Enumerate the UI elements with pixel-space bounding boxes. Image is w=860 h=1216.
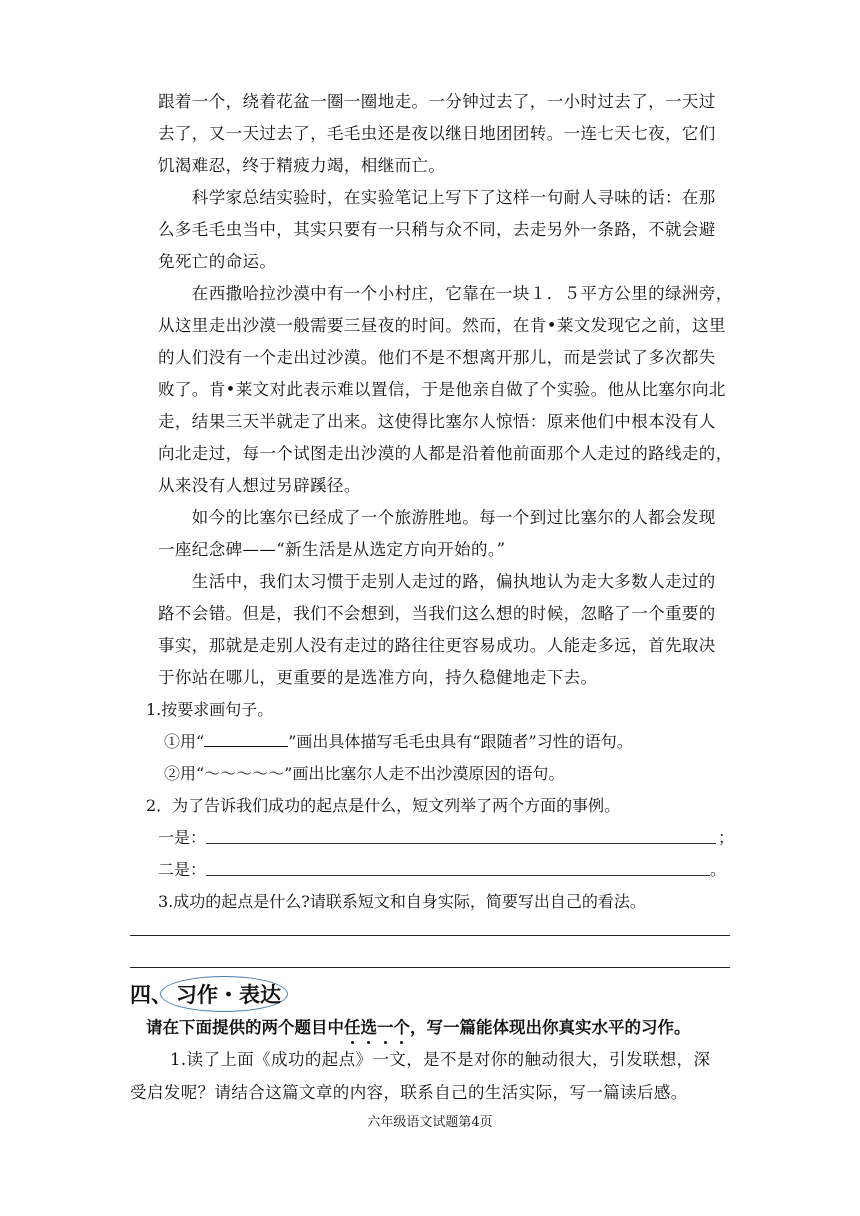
passage-line: 从这里走出沙漠一般需要三昼夜的时间。然而，在肯•莱文发现它之前，这里 xyxy=(158,316,726,335)
answer-rule[interactable] xyxy=(130,967,730,968)
question-1a-prefix: ①用“ xyxy=(164,732,205,751)
instruction-text: ，写一篇能体现出你真实水平的习作。 xyxy=(410,1018,691,1037)
passage-line: 于你站在哪儿，更重要的是选准方向，持久稳健地走下去。 xyxy=(158,668,598,687)
answer-end-one: ； xyxy=(718,828,735,847)
passage-line: 如今的比塞尔已经成了一个旅游胜地。每一个到过比塞尔的人都会发现 xyxy=(158,508,716,527)
section-number: 四、 xyxy=(130,983,172,1007)
passage-line: 在西撒哈拉沙漠中有一个小村庄，它靠在一块１．５平方公里的绿洲旁， xyxy=(158,284,733,303)
section-4-heading xyxy=(130,982,281,1008)
writing-prompt-line: 受启发呢？请结合这篇文章的内容，联系自己的生活实际，写一篇读后感。 xyxy=(130,1083,688,1102)
writing-instruction xyxy=(146,1018,691,1038)
question-3-title: 3.成功的起点是什么?请联系短文和自身实际，简要写出自己的看法。 xyxy=(158,892,646,911)
emphasis-char: 一 xyxy=(377,1018,394,1037)
question-2-title: 2．为了告诉我们成功的起点是什么，短文列举了两个方面的事例。 xyxy=(146,796,621,815)
answer-label-one: 一是： xyxy=(158,828,207,847)
answer-end-two: 。 xyxy=(710,860,727,879)
answer-label-two: 二是： xyxy=(158,860,207,879)
question-1b: ②用“～～～～～”画出比塞尔人走不出沙漠原因的语句。 xyxy=(164,764,565,783)
straight-underline-sample xyxy=(204,732,288,747)
passage-line: 一座纪念碑——“新生活是从选定方向开始的。” xyxy=(158,540,506,559)
passage-line: 败了。肯•莱文对此表示难以置信，于是他亲自做了个实验。他从比塞尔向北 xyxy=(158,380,726,399)
passage-line: 免死亡的命运。 xyxy=(158,252,277,271)
passage-line: 科学家总结实验时，在实验笔记上写下了这样一句耐人寻味的话：在那 xyxy=(158,188,716,207)
passage-line: 跟着一个，绕着花盆一圈一圈地走。一分钟过去了，一小时过去了，一天过 xyxy=(158,92,716,111)
answer-blank-two[interactable] xyxy=(206,875,710,876)
passage-line: 事实，那就是走别人没有走过的路往往更容易成功。人能走多远，首先取决 xyxy=(158,636,716,655)
answer-blank-one[interactable] xyxy=(206,843,716,844)
question-1-title: 1.按要求画句子。 xyxy=(146,700,274,719)
passage-line: 的人们没有一个走出过沙漠。他们不是不想离开那儿，而是尝试了多次都失 xyxy=(158,348,716,367)
passage-line: 么多毛毛虫当中，其实只要有一只稍与众不同，去走另外一条路，不就会避 xyxy=(158,220,716,239)
emphasis-char: 选 xyxy=(360,1018,377,1037)
emphasis-char: 个 xyxy=(393,1018,410,1037)
writing-prompt-line: 1.读了上面《成功的起点》一文，是不是对你的触动很大，引发联想，深 xyxy=(170,1050,711,1069)
section-title: 习作・表达 xyxy=(176,983,281,1007)
page-footer: 六年级语文试题第4页 xyxy=(367,1115,493,1130)
passage-line: 走，结果三天半就走了出来。这使得比塞尔人惊悟：原来他们中根本没有人 xyxy=(158,412,716,431)
passage-line: 向北走过，每一个试图走出沙漠的人都是沿着他前面那个人走过的路线走的， xyxy=(158,444,733,463)
passage-line: 从来没有人想过另辟蹊径。 xyxy=(158,476,361,495)
question-1a-suffix: ”画出具体描写毛毛虫具有“跟随者”习性的语句。 xyxy=(288,732,633,751)
instruction-text: 请在下面提供的两个题目中 xyxy=(146,1018,344,1037)
emphasized-phrase xyxy=(344,1018,410,1037)
emphasis-char: 任 xyxy=(344,1018,361,1037)
passage-line: 路不会错。但是，我们不会想到，当我们这么想的时候，忽略了一个重要的 xyxy=(158,604,716,623)
passage-line: 饥渴难忍，终于精疲力竭，相继而亡。 xyxy=(158,156,446,175)
answer-rule[interactable] xyxy=(130,935,730,936)
passage-line: 去了，又一天过去了，毛毛虫还是夜以继日地团团转。一连七天七夜，它们 xyxy=(158,124,716,143)
passage-line: 生活中，我们太习惯于走别人走过的路，偏执地认为走大多数人走过的 xyxy=(158,572,716,591)
question-1a xyxy=(164,732,633,752)
